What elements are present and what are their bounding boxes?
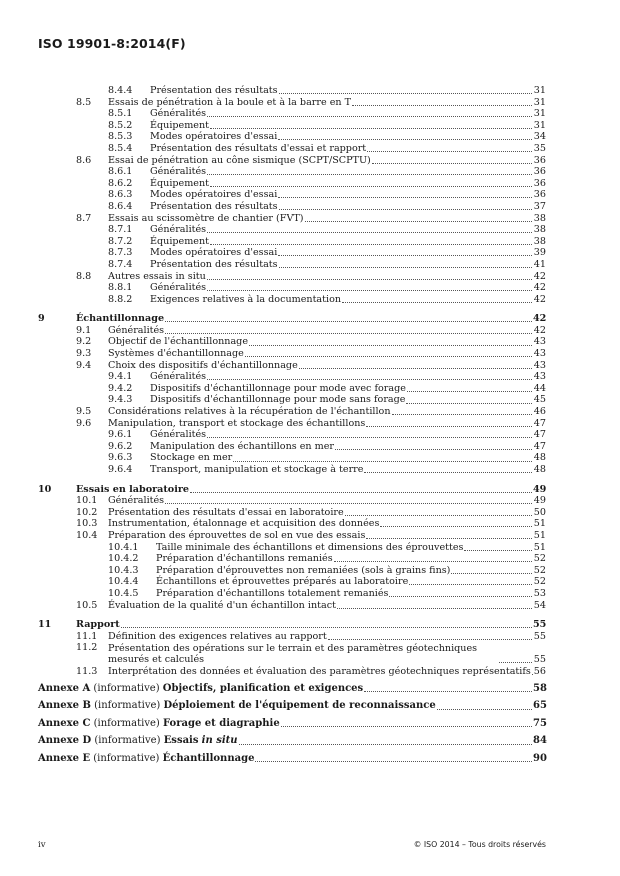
toc-entry-number: 10.2 bbox=[76, 506, 98, 518]
toc-entry[interactable] bbox=[38, 271, 546, 283]
toc-entry-number: 8.5.4 bbox=[108, 142, 133, 154]
toc-entry-page: 48 bbox=[533, 452, 546, 464]
toc-entry-number: 8.5.3 bbox=[108, 131, 133, 143]
dot-leader bbox=[255, 761, 532, 762]
toc-entry-number: 10.5 bbox=[76, 599, 98, 611]
dot-leader bbox=[210, 186, 532, 187]
toc-entry-number: 10.4 bbox=[76, 529, 98, 541]
toc-entry[interactable] bbox=[38, 619, 546, 631]
toc-entry-page: 45 bbox=[533, 394, 546, 406]
toc-entry[interactable] bbox=[38, 282, 546, 294]
toc-entry-page: 43 bbox=[533, 371, 546, 383]
toc-entry-page: 47 bbox=[533, 417, 546, 429]
toc-entry-title: Manipulation des échantillons en mer bbox=[150, 440, 335, 452]
annex-title-italic: in situ bbox=[201, 735, 238, 747]
toc-entry[interactable] bbox=[38, 452, 546, 464]
toc-entry-title: Choix des dispositifs d'échantillonnage bbox=[108, 359, 298, 371]
toc-entry-number: 8.7.2 bbox=[108, 235, 133, 247]
toc-entry-title: Échantillonnage bbox=[76, 313, 165, 325]
toc-entry-page: 43 bbox=[533, 336, 546, 348]
toc-entry-page: 49 bbox=[533, 483, 547, 495]
toc-entry[interactable] bbox=[38, 155, 546, 167]
toc-entry-page: 34 bbox=[533, 131, 546, 143]
toc-entry-number: 9.4.3 bbox=[108, 394, 133, 406]
annex-label: Annexe C bbox=[38, 717, 91, 729]
toc-entry-page: 53 bbox=[533, 587, 546, 599]
toc-entry[interactable] bbox=[38, 464, 546, 476]
table-of-contents bbox=[38, 85, 546, 765]
dot-leader bbox=[207, 290, 532, 291]
toc-entry-title: Équipement bbox=[150, 177, 210, 189]
toc-entry-page: 42 bbox=[533, 282, 546, 294]
toc-entry-number: 8.5 bbox=[76, 96, 92, 108]
toc-entry-number: 8.6.3 bbox=[108, 189, 133, 201]
toc-entry-page: 54 bbox=[533, 599, 546, 611]
toc-entry-title: Manipulation, transport et stockage des échantillons bbox=[108, 417, 366, 429]
toc-entry-page: 31 bbox=[533, 119, 546, 131]
toc-entry-number: 8.7 bbox=[76, 212, 92, 224]
toc-entry-number: 11.3 bbox=[76, 665, 98, 677]
toc-entry-page: 43 bbox=[533, 359, 546, 371]
dot-leader bbox=[207, 437, 532, 438]
toc-entry-number: 9.1 bbox=[76, 324, 92, 336]
dot-leader bbox=[165, 321, 532, 322]
annex-label: Annexe B bbox=[38, 700, 91, 712]
toc-entry-page: 42 bbox=[533, 293, 546, 305]
toc-entry[interactable] bbox=[38, 588, 546, 600]
toc-entry-title: Généralités bbox=[150, 108, 207, 120]
dot-leader bbox=[345, 515, 532, 516]
toc-entry[interactable] bbox=[38, 213, 546, 225]
toc-entry-page: 31 bbox=[533, 108, 546, 120]
page-number: iv bbox=[38, 840, 46, 850]
dot-leader bbox=[239, 744, 532, 745]
toc-entry[interactable] bbox=[38, 236, 546, 248]
toc-entry-page: 56 bbox=[533, 665, 546, 677]
annex-type: (informative) bbox=[93, 717, 160, 729]
toc-entry[interactable] bbox=[38, 108, 546, 120]
toc-entry-page: 37 bbox=[533, 200, 546, 212]
toc-entry-number: 9 bbox=[38, 313, 45, 325]
toc-entry-title: Présentation des résultats bbox=[150, 85, 278, 96]
toc-entry-title: Exigences relatives à la documentation bbox=[150, 293, 342, 305]
toc-entry-title: Préparation d'échantillons totalement remaniés bbox=[156, 587, 389, 599]
toc-entry-number: 9.6 bbox=[76, 417, 92, 429]
dot-leader bbox=[342, 302, 532, 303]
toc-entry-page: 51 bbox=[533, 541, 546, 553]
toc-entry-title: Instrumentation, étalonnage et acquisition des données bbox=[108, 518, 380, 530]
toc-entry-page: 36 bbox=[533, 154, 546, 166]
toc-entry-page: 39 bbox=[533, 247, 546, 259]
toc-entry-number: 10 bbox=[38, 483, 52, 495]
annex-page: 84 bbox=[533, 735, 547, 747]
toc-entry-title: Généralités bbox=[108, 324, 165, 336]
dot-leader bbox=[366, 426, 532, 427]
dot-leader bbox=[207, 379, 532, 380]
toc-entry-number: 10.3 bbox=[76, 518, 98, 530]
annex-page: 75 bbox=[533, 717, 547, 729]
toc-entry[interactable] bbox=[38, 429, 546, 441]
dot-leader bbox=[207, 174, 532, 175]
dot-leader bbox=[207, 116, 532, 117]
dot-leader bbox=[367, 151, 532, 152]
annex-title: Déploiement de l'équipement de reconnaissance bbox=[163, 700, 436, 712]
toc-entry-number: 8.6.1 bbox=[108, 166, 133, 178]
toc-entry-number: 11.1 bbox=[76, 630, 98, 642]
toc-entry-page: 55 bbox=[533, 619, 547, 631]
dot-leader bbox=[210, 244, 532, 245]
annex-type: (informative) bbox=[94, 700, 161, 712]
dot-leader bbox=[352, 105, 532, 106]
dot-leader bbox=[245, 356, 532, 357]
toc-entry[interactable] bbox=[38, 406, 546, 418]
toc-entry-title: Modes opératoires d'essai bbox=[150, 247, 278, 259]
toc-entry-title: Stockage en mer bbox=[150, 452, 233, 464]
toc-entry-number: 8.8.1 bbox=[108, 282, 133, 294]
toc-entry-page: 51 bbox=[533, 529, 546, 541]
toc-entry-number: 9.4.1 bbox=[108, 371, 133, 383]
dot-leader bbox=[364, 691, 532, 692]
toc-entry[interactable] bbox=[38, 166, 546, 178]
dot-leader bbox=[364, 472, 532, 473]
toc-entry[interactable] bbox=[38, 325, 546, 337]
toc-entry[interactable] bbox=[38, 201, 546, 213]
toc-entry-page: 52 bbox=[533, 553, 546, 565]
dot-leader bbox=[366, 538, 532, 539]
dot-leader bbox=[279, 267, 532, 268]
toc-entry-title: Présentation des opérations sur le terrain et des paramètres géotechniques mesurés et calculés bbox=[108, 642, 478, 666]
toc-entry-title: Taille minimale des échantillons et dimensions des éprouvettes bbox=[156, 541, 464, 553]
toc-entry-title: Équipement bbox=[150, 119, 210, 131]
toc-entry-number: 11.2 bbox=[76, 642, 98, 654]
toc-entry-page: 38 bbox=[533, 224, 546, 236]
toc-entry-page: 55 bbox=[533, 630, 546, 642]
toc-entry[interactable] bbox=[38, 336, 546, 348]
toc-entry[interactable] bbox=[38, 600, 546, 612]
toc-entry-title: Modes opératoires d'essai bbox=[150, 131, 278, 143]
toc-entry-page: 41 bbox=[533, 258, 546, 270]
dot-leader bbox=[249, 345, 532, 346]
toc-entry-page: 35 bbox=[533, 142, 546, 154]
toc-entry-title: Objectif de l'échantillonnage bbox=[108, 336, 248, 348]
toc-entry-title: Dispositifs d'échantillonnage pour mode avec forage bbox=[150, 382, 406, 394]
toc-entry-title: Échantillons et éprouvettes préparés au laboratoire bbox=[156, 576, 409, 588]
annex-page: 90 bbox=[533, 752, 547, 764]
dot-leader bbox=[278, 255, 532, 256]
toc-entry-title: Dispositifs d'échantillonnage pour mode sans forage bbox=[150, 394, 406, 406]
toc-entry[interactable] bbox=[38, 294, 546, 306]
annex-type: (informative) bbox=[93, 682, 160, 694]
toc-entry-title: Équipement bbox=[150, 235, 210, 247]
dot-leader bbox=[278, 139, 532, 140]
dot-leader bbox=[233, 461, 532, 462]
toc-entry-title: Essais au scissomètre de chantier (FVT) bbox=[108, 212, 304, 224]
dot-leader bbox=[328, 639, 532, 640]
toc-entry[interactable] bbox=[38, 441, 546, 453]
toc-entry[interactable] bbox=[38, 542, 546, 554]
toc-entry-page: 48 bbox=[533, 464, 546, 475]
annex-title: Objectifs, planification et exigences bbox=[162, 682, 364, 694]
annex-label: Annexe D bbox=[38, 735, 92, 747]
dot-leader bbox=[299, 368, 532, 369]
toc-entry-title: Préparation d'échantillons remaniés bbox=[156, 553, 333, 565]
toc-entry-title: Présentation des résultats d'essai en laboratoire bbox=[108, 506, 344, 518]
toc-entry-title: Généralités bbox=[108, 495, 165, 507]
toc-entry[interactable] bbox=[38, 666, 546, 678]
annex-entry[interactable] bbox=[38, 683, 546, 695]
toc-entry-number: 8.5.1 bbox=[108, 108, 133, 120]
toc-entry-page: 38 bbox=[533, 235, 546, 247]
dot-leader bbox=[437, 709, 532, 710]
toc-entry-title: Présentation des résultats bbox=[150, 200, 278, 212]
dot-leader bbox=[409, 584, 532, 585]
toc-entry-title: Modes opératoires d'essai bbox=[150, 189, 278, 201]
toc-entry-title: Essais de pénétration à la boule et à la barre en T bbox=[108, 96, 351, 108]
toc-entry-title: Généralités bbox=[150, 166, 207, 178]
toc-entry-page: 36 bbox=[533, 166, 546, 178]
dot-leader bbox=[207, 279, 532, 280]
toc-entry-title: Systèmes d'échantillonnage bbox=[108, 348, 244, 360]
toc-entry-title: Définition des exigences relatives au rapport bbox=[108, 630, 327, 642]
toc-entry[interactable] bbox=[38, 565, 546, 577]
toc-entry-page: 43 bbox=[533, 348, 546, 360]
toc-entry-number: 8.6 bbox=[76, 154, 92, 166]
toc-entry-number: 10.4.1 bbox=[108, 541, 139, 553]
annex-title: Échantillonnage bbox=[162, 752, 255, 764]
document-header: ISO 19901-8:2014(F) bbox=[38, 36, 186, 51]
toc-entry[interactable] bbox=[38, 418, 546, 430]
dot-leader bbox=[165, 503, 532, 504]
toc-entry-title: Considérations relatives à la récupération de l'échantillon bbox=[108, 406, 391, 418]
dot-leader bbox=[389, 596, 532, 597]
toc-entry-number: 8.8.2 bbox=[108, 293, 133, 305]
toc-entry-number: 8.8 bbox=[76, 270, 92, 282]
dot-leader bbox=[499, 662, 532, 663]
dot-leader bbox=[281, 726, 532, 727]
toc-entry[interactable] bbox=[38, 259, 546, 271]
toc-entry-number: 8.6.2 bbox=[108, 177, 133, 189]
toc-entry-page: 38 bbox=[533, 212, 546, 224]
dot-leader bbox=[165, 333, 532, 334]
annex-label: Annexe E bbox=[38, 752, 91, 764]
toc-entry[interactable] bbox=[38, 85, 546, 97]
annex-title: Essais bbox=[163, 735, 199, 747]
toc-entry-number: 8.4.4 bbox=[108, 85, 133, 96]
toc-entry[interactable] bbox=[38, 507, 546, 519]
toc-entry-page: 36 bbox=[533, 177, 546, 189]
toc-entry[interactable] bbox=[38, 247, 546, 259]
toc-entry-page: 36 bbox=[533, 189, 546, 201]
annex-entry[interactable] bbox=[38, 700, 546, 712]
toc-entry-number: 9.4 bbox=[76, 359, 92, 371]
dot-leader bbox=[407, 391, 532, 392]
toc-entry-number: 10.1 bbox=[76, 495, 98, 507]
toc-entry-title: Préparation des éprouvettes de sol en vue des essais bbox=[108, 529, 366, 541]
toc-entry[interactable] bbox=[38, 224, 546, 236]
toc-entry-number: 9.3 bbox=[76, 348, 92, 360]
annex-entry[interactable] bbox=[38, 735, 546, 747]
toc-entry-number: 9.2 bbox=[76, 336, 92, 348]
toc-entry-number: 10.4.3 bbox=[108, 564, 139, 576]
annex-page: 58 bbox=[533, 682, 547, 694]
dot-leader bbox=[464, 550, 532, 551]
dot-leader bbox=[305, 221, 532, 222]
annex-label: Annexe A bbox=[38, 682, 91, 694]
toc-entry[interactable] bbox=[38, 97, 546, 109]
toc-entry[interactable] bbox=[38, 313, 546, 325]
toc-entry-title: Généralités bbox=[150, 282, 207, 294]
toc-entry-title: Essais en laboratoire bbox=[76, 483, 190, 495]
toc-entry-page: 42 bbox=[533, 313, 547, 325]
toc-entry-number: 9.4.2 bbox=[108, 382, 133, 394]
dot-leader bbox=[278, 197, 532, 198]
toc-entry[interactable] bbox=[38, 394, 546, 406]
toc-entry-number: 10.4.4 bbox=[108, 576, 139, 588]
annex-title: Forage et diagraphie bbox=[162, 717, 280, 729]
toc-entry-number: 9.5 bbox=[76, 406, 92, 418]
toc-entry-page: 42 bbox=[533, 270, 546, 282]
toc-entry[interactable] bbox=[38, 131, 546, 143]
toc-entry-number: 10.4.5 bbox=[108, 587, 139, 599]
toc-entry-title: Essai de pénétration au cône sismique (SCPT/SCPTU) bbox=[108, 154, 371, 166]
toc-entry-page: 47 bbox=[533, 429, 546, 441]
annex-page: 65 bbox=[533, 700, 547, 712]
toc-entry-title: Transport, manipulation et stockage à terre bbox=[150, 464, 364, 475]
toc-entry-title: Rapport bbox=[76, 619, 120, 631]
toc-entry-number: 11 bbox=[38, 619, 52, 631]
annex-entry[interactable] bbox=[38, 753, 546, 765]
toc-entry-number: 8.7.1 bbox=[108, 224, 133, 236]
annex-type: (informative) bbox=[94, 735, 161, 747]
toc-entry-number: 9.6.4 bbox=[108, 464, 133, 475]
toc-entry-number: 9.6.3 bbox=[108, 452, 133, 464]
toc-entry[interactable] bbox=[38, 383, 546, 395]
dot-leader bbox=[372, 163, 532, 164]
toc-entry[interactable] bbox=[38, 189, 546, 201]
dot-leader bbox=[279, 209, 532, 210]
dot-leader bbox=[406, 403, 532, 404]
toc-entry[interactable] bbox=[38, 576, 546, 588]
toc-entry-number: 8.5.2 bbox=[108, 119, 133, 131]
toc-entry[interactable] bbox=[38, 518, 546, 530]
toc-entry[interactable] bbox=[38, 371, 546, 383]
toc-entry[interactable] bbox=[38, 530, 546, 542]
annex-type: (informative) bbox=[93, 752, 160, 764]
toc-entry-page: 31 bbox=[533, 96, 546, 108]
toc-entry-page: 52 bbox=[533, 564, 546, 576]
toc-entry[interactable] bbox=[38, 360, 546, 372]
toc-entry-page: 47 bbox=[533, 440, 546, 452]
toc-entry[interactable] bbox=[38, 553, 546, 565]
dot-leader bbox=[392, 414, 532, 415]
dot-leader bbox=[334, 561, 532, 562]
toc-entry-page: 52 bbox=[533, 576, 546, 588]
toc-entry-title: Présentation des résultats d'essai et rapport bbox=[150, 142, 367, 154]
dot-leader bbox=[207, 232, 532, 233]
dot-leader bbox=[337, 608, 532, 609]
toc-entry[interactable] bbox=[38, 631, 546, 643]
toc-entry-page: 46 bbox=[533, 406, 546, 418]
toc-entry-page: 50 bbox=[533, 506, 546, 518]
dot-leader bbox=[190, 492, 532, 493]
toc-entry-title: Généralités bbox=[150, 224, 207, 236]
toc-entry-page: 55 bbox=[533, 654, 546, 666]
dot-leader bbox=[380, 526, 532, 527]
toc-entry-page: 42 bbox=[533, 324, 546, 336]
toc-entry[interactable] bbox=[38, 143, 546, 155]
dot-leader bbox=[451, 573, 532, 574]
dot-leader bbox=[121, 627, 532, 628]
dot-leader bbox=[335, 449, 532, 450]
toc-entry-page: 49 bbox=[533, 495, 546, 507]
toc-entry-title: Interprétation des données et évaluation des paramètres géotechniques représentatifs bbox=[108, 665, 531, 677]
toc-entry-title: Autres essais in situ bbox=[108, 270, 206, 282]
toc-entry-page: 44 bbox=[533, 382, 546, 394]
annex-entry[interactable] bbox=[38, 718, 546, 730]
toc-entry-number: 8.7.4 bbox=[108, 258, 133, 270]
toc-entry[interactable] bbox=[38, 642, 546, 665]
toc-entry-title: Généralités bbox=[150, 429, 207, 441]
toc-entry-title: Évaluation de la qualité d'un échantillon intact bbox=[108, 599, 336, 611]
toc-entry-number: 10.4.2 bbox=[108, 553, 139, 565]
toc-entry[interactable] bbox=[38, 120, 546, 132]
toc-entry-title: Généralités bbox=[150, 371, 207, 383]
toc-entry-page: 31 bbox=[533, 85, 546, 96]
toc-entry-page: 51 bbox=[533, 518, 546, 530]
toc-entry[interactable] bbox=[38, 484, 546, 496]
toc-entry-number: 8.7.3 bbox=[108, 247, 133, 259]
toc-entry-number: 9.6.1 bbox=[108, 429, 133, 441]
toc-entry-number: 8.6.4 bbox=[108, 200, 133, 212]
toc-entry[interactable] bbox=[38, 178, 546, 190]
copyright-notice: © ISO 2014 – Tous droits réservés bbox=[413, 840, 546, 849]
toc-entry[interactable] bbox=[38, 495, 546, 507]
dot-leader bbox=[279, 93, 532, 94]
dot-leader bbox=[210, 128, 532, 129]
toc-entry-title: Préparation d'éprouvettes non remaniées (sols à grains fins) bbox=[156, 564, 451, 576]
toc-entry-title: Présentation des résultats bbox=[150, 258, 278, 270]
toc-entry[interactable] bbox=[38, 348, 546, 360]
toc-entry-number: 9.6.2 bbox=[108, 440, 133, 452]
